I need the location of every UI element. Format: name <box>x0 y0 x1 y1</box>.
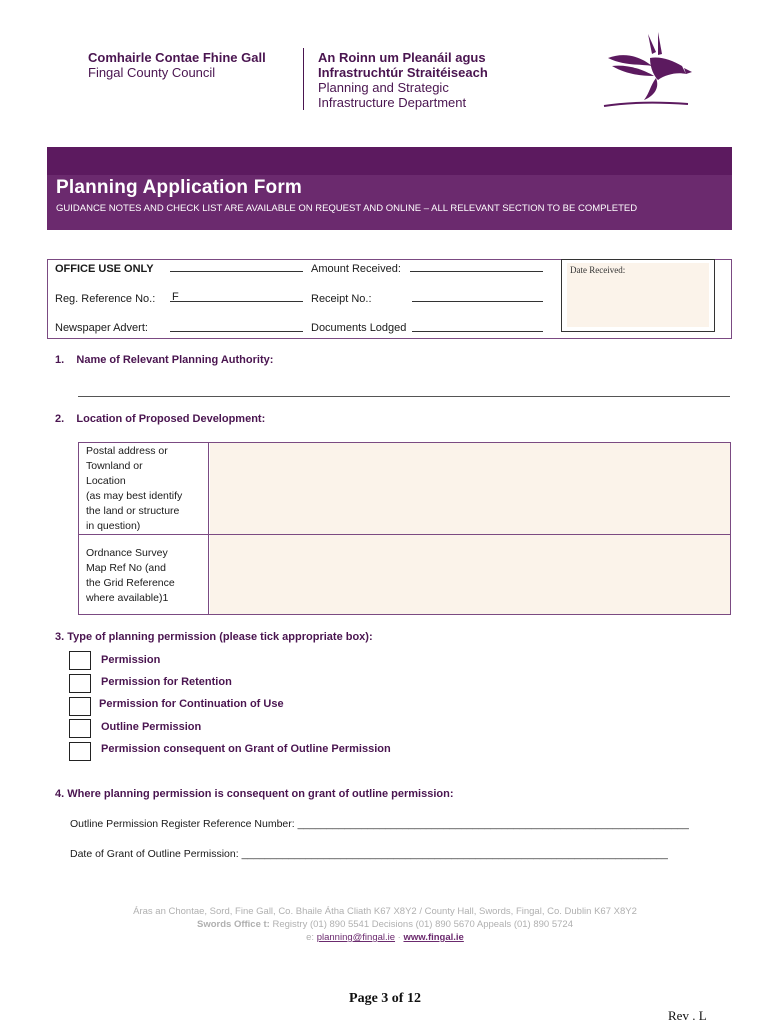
dept-irish-line-1: An Roinn um Pleanáil agus <box>318 50 486 65</box>
reg-reference-line <box>170 301 303 302</box>
department-name <box>318 50 488 110</box>
documents-lodged-field[interactable] <box>412 331 543 332</box>
outline-checkbox[interactable] <box>69 719 91 738</box>
revision-label: Rev . L <box>668 1008 707 1023</box>
location-row-postal <box>79 443 730 535</box>
outline-grant-date-field[interactable]: Date of Grant of Outline Permission: _________________________________________________________________________ <box>70 848 668 860</box>
form-title: Planning Application Form <box>56 177 303 198</box>
footer-email-prefix: e: <box>306 932 315 943</box>
footer-phone-numbers: Registry (01) 890 5541 Decisions (01) 890 5670 Appeals (01) 890 5724 <box>269 919 573 930</box>
os-map-ref-field[interactable] <box>210 535 730 614</box>
continuation-option-label: Permission for Continuation of Use <box>99 698 284 710</box>
fingal-bird-logo-icon <box>600 30 695 112</box>
retention-option-label: Permission for Retention <box>101 676 232 688</box>
dept-english-line-2: Infrastructure Department <box>318 95 467 110</box>
footer-contact: e: planning@fingal.ie · www.fingal.ie <box>306 932 464 943</box>
reg-reference-value[interactable]: F <box>172 291 179 303</box>
form-banner <box>47 147 732 230</box>
receipt-no-field[interactable] <box>412 301 543 302</box>
dept-irish-line-2: Infrastruchtúr Straitéiseach <box>318 65 488 80</box>
continuation-checkbox[interactable] <box>69 697 91 716</box>
outline-option-label: Outline Permission <box>101 721 202 733</box>
section-1-title: 1. Name of Relevant Planning Authority: <box>55 354 274 366</box>
date-received-box[interactable] <box>561 259 715 332</box>
form-subtitle: GUIDANCE NOTES AND CHECK LIST ARE AVAILABLE ON REQUEST AND ONLINE – ALL RELEVANT SECTION TO BE COMPLETED <box>56 203 638 214</box>
footer-phones <box>0 919 770 930</box>
date-received-label: Date Received: <box>570 265 626 275</box>
documents-lodged-label: Documents Lodged <box>311 322 407 334</box>
permission-option-label: Permission <box>101 654 161 666</box>
location-table <box>78 442 731 615</box>
consequent-checkbox[interactable] <box>69 742 91 761</box>
amount-received-label: Amount Received: <box>311 263 401 275</box>
planning-authority-field[interactable] <box>78 396 730 397</box>
os-map-ref-label: Ordnance Survey Map Ref No (and the Grid Reference where available)1 <box>79 535 209 614</box>
newspaper-advert-field[interactable] <box>170 331 303 332</box>
newspaper-advert-label: Newspaper Advert: <box>55 322 148 334</box>
footer-office-label: Swords Office t: <box>197 919 270 930</box>
council-name <box>88 50 266 80</box>
office-use-heading: OFFICE USE ONLY <box>55 263 154 275</box>
section-2-title: 2. Location of Proposed Development: <box>55 413 266 425</box>
page-number: Page 3 of 12 <box>349 991 421 1006</box>
footer-website-link[interactable]: www.fingal.ie <box>403 932 464 943</box>
reg-reference-label: Reg. Reference No.: <box>55 293 156 305</box>
council-name-irish: Comhairle Contae Fhine Gall <box>88 50 266 65</box>
dept-english-line-1: Planning and Strategic <box>318 80 449 95</box>
consequent-option-label: Permission consequent on Grant of Outline Permission <box>101 743 391 755</box>
section-3-title: 3. Type of planning permission (please tick appropriate box): <box>55 631 373 643</box>
council-name-english: Fingal County Council <box>88 65 216 80</box>
location-row-osi <box>79 535 730 614</box>
postal-address-field[interactable] <box>210 443 730 534</box>
receipt-no-label: Receipt No.: <box>311 293 372 305</box>
outline-register-ref-field[interactable]: Outline Permission Register Reference Number: ___________________________________________________________________ <box>70 818 689 830</box>
postal-address-label: Postal address or Townland or Location (as may best identify the land or structure in question) <box>79 443 209 534</box>
retention-checkbox[interactable] <box>69 674 91 693</box>
footer-email-link[interactable]: planning@fingal.ie <box>316 932 396 943</box>
office-use-line <box>170 271 303 272</box>
amount-received-field[interactable] <box>410 271 543 272</box>
section-4-title: 4. Where planning permission is consequent on grant of outline permission: <box>55 788 454 800</box>
permission-checkbox[interactable] <box>69 651 91 670</box>
header-divider <box>303 48 304 110</box>
footer-address: Áras an Chontae, Sord, Fine Gall, Co. Bhaile Átha Cliath K67 X8Y2 / County Hall, Swords, Fingal, Co. Dublin K67 X8Y2 <box>133 906 637 917</box>
